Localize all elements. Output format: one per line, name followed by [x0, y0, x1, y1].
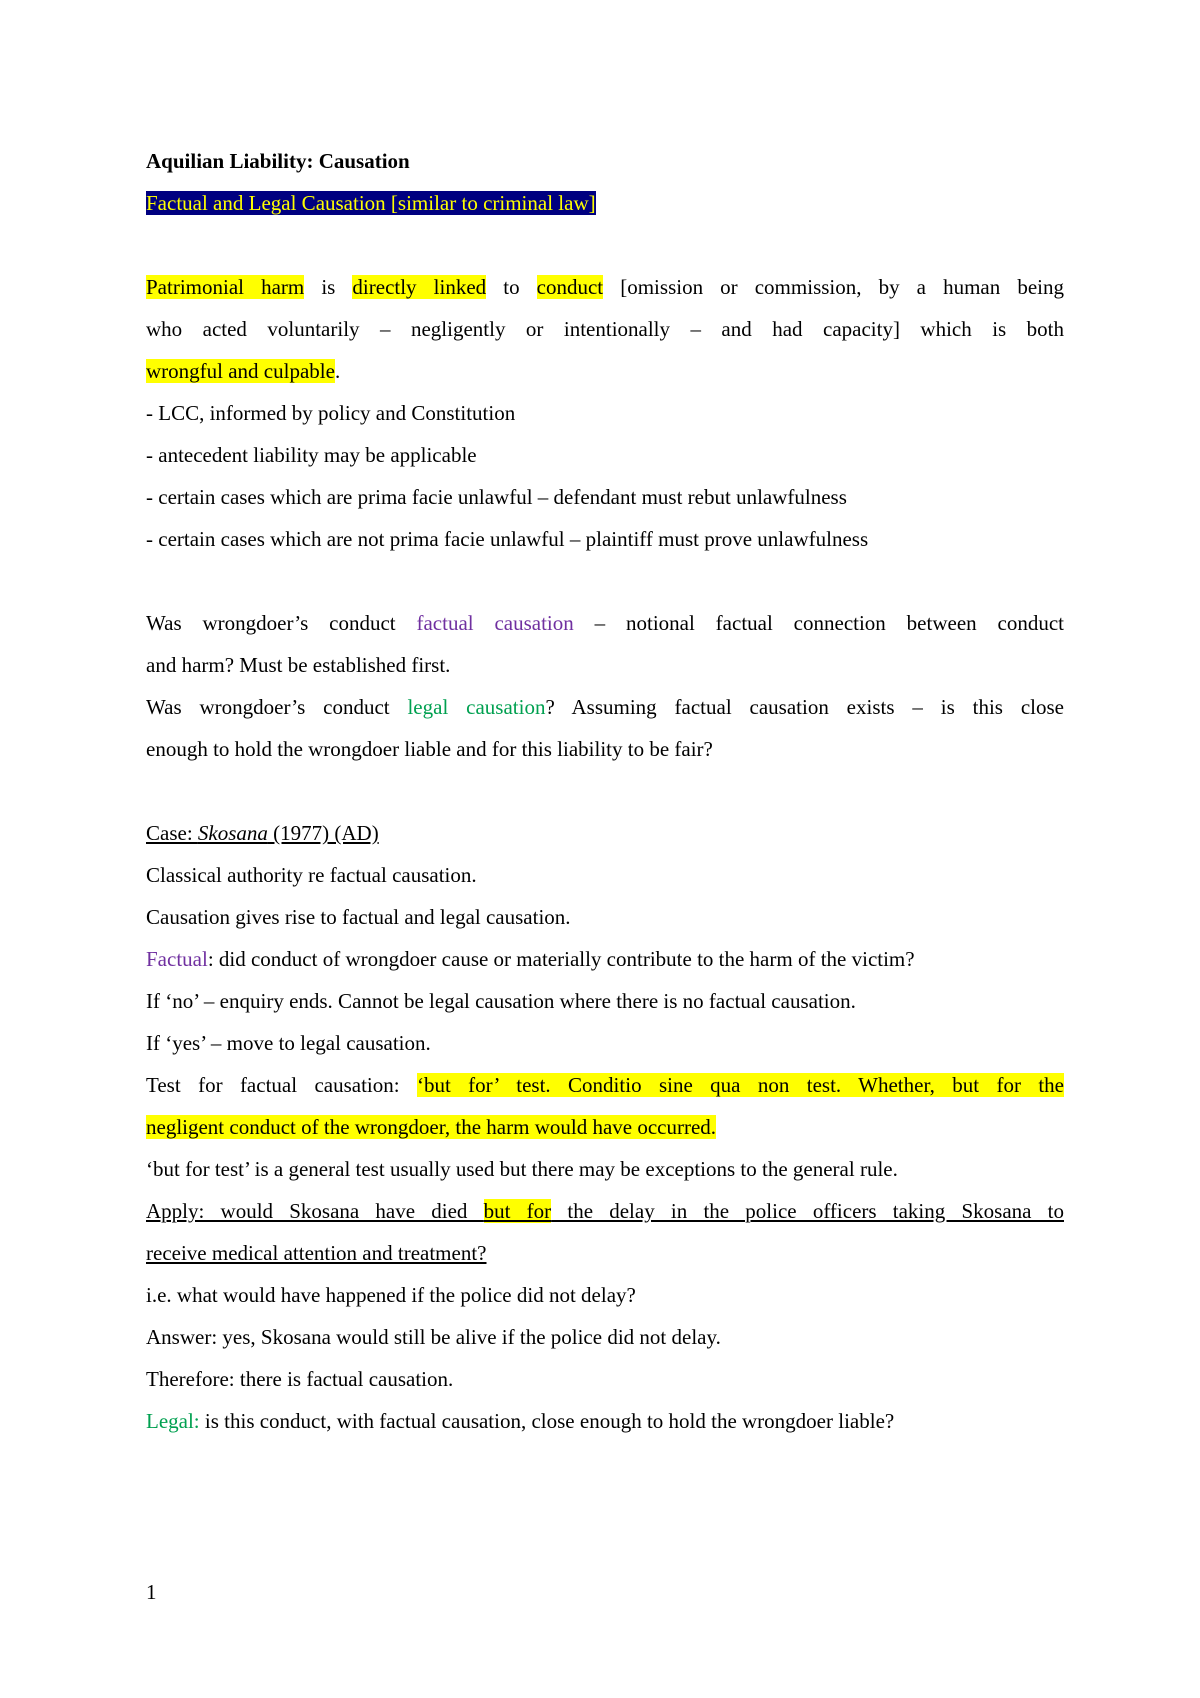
bullet-item: - antecedent liability may be applicable: [146, 443, 477, 467]
term-legal-causation: legal causation: [407, 695, 546, 719]
highlight-negligent-conduct: negligent conduct of the wrongdoer, the harm would have occurred.: [146, 1115, 717, 1139]
highlight-conduct: conduct: [536, 275, 604, 299]
case-line: If ‘no’ – enquiry ends. Cannot be legal causation where there is no factual causation.: [146, 989, 856, 1013]
text-run: ? Assuming factual causation exists – is this close: [545, 695, 1064, 719]
case-line: Answer: yes, Skosana would still be alive if the police did not delay.: [146, 1325, 721, 1349]
text-run: – notional factual connection between conduct: [573, 611, 1064, 635]
term-factual-causation: factual causation: [416, 611, 574, 635]
page-title: Aquilian Liability: Causation: [146, 149, 410, 173]
case-line: receive medical attention and treatment?: [146, 1241, 487, 1265]
bullet-item: - LCC, informed by policy and Constitution: [146, 401, 516, 425]
case-line: If ‘yes’ – move to legal causation.: [146, 1031, 431, 1055]
spacer: [146, 560, 1064, 602]
question-1-line-1: [146, 602, 1064, 644]
case-line: [146, 1400, 1064, 1442]
subtitle: Factual and Legal Causation [similar to criminal law]: [146, 191, 596, 215]
highlight-wrongful-culpable: wrongful and culpable: [146, 359, 335, 383]
text-run: Apply: would Skosana have died: [146, 1199, 484, 1223]
text-run: Was wrongdoer’s conduct: [146, 611, 417, 635]
case-line: Causation gives rise to factual and legal causation.: [146, 905, 571, 929]
text-run: .: [334, 359, 341, 383]
page-number: 1: [146, 1580, 157, 1604]
case-line: i.e. what would have happened if the police did not delay?: [146, 1283, 636, 1307]
intro-line-2: who acted voluntarily – negligently or intentionally – and had capacity] which is both: [146, 317, 1064, 341]
case-line: Classical authority re factual causation.: [146, 863, 477, 887]
subtitle-line: [146, 182, 1064, 224]
case-line: ‘but for test’ is a general test usually used but there may be exceptions to the general rule.: [146, 1157, 898, 1181]
text-run: is: [304, 275, 353, 299]
text-run: : did conduct of wrongdoer cause or materially contribute to the harm of the victim?: [207, 947, 915, 971]
intro-line-1: [146, 266, 1064, 308]
highlight-directly-linked: directly linked: [352, 275, 487, 299]
intro-line-3: [146, 350, 1064, 392]
text-run: to: [486, 275, 537, 299]
case-line: [146, 1190, 1064, 1232]
highlight-patrimonial-harm: Patrimonial harm: [146, 275, 305, 299]
case-heading: [146, 812, 1064, 854]
question-1-line-2: and harm? Must be established first.: [146, 653, 451, 677]
case-line: Therefore: there is factual causation.: [146, 1367, 454, 1391]
document-page: [146, 140, 1064, 1442]
bullet-item: - certain cases which are prima facie unlawful – defendant must rebut unlawfulness: [146, 485, 847, 509]
case-line: [146, 1064, 1064, 1106]
term-factual: Factual: [146, 947, 208, 971]
spacer: [146, 770, 1064, 812]
text-run: [omission or commission, by a human being: [603, 275, 1064, 299]
case-line: [146, 1106, 1064, 1148]
question-2-line-1: [146, 686, 1064, 728]
spacer: [146, 224, 1064, 266]
question-2-line-2: enough to hold the wrongdoer liable and for this liability to be fair?: [146, 737, 713, 761]
text-run: the delay in the police officers taking Skosana to: [551, 1199, 1064, 1223]
text-run: Was wrongdoer’s conduct: [146, 695, 408, 719]
text-run: Case:: [146, 821, 198, 845]
case-line: [146, 938, 1064, 980]
text-run: is this conduct, with factual causation, close enough to hold the wrongdoer liable?: [199, 1409, 895, 1433]
text-run: (1977) (AD): [267, 821, 379, 845]
text-run: Test for factual causation:: [146, 1073, 417, 1097]
bullet-item: - certain cases which are not prima facie unlawful – plaintiff must prove unlawfulness: [146, 527, 869, 551]
highlight-but-for: but for: [483, 1199, 552, 1223]
case-name: Skosana: [197, 821, 268, 845]
highlight-but-for-test: ‘but for’ test. Conditio sine qua non test. Whether, but for the: [416, 1073, 1064, 1097]
term-legal: Legal:: [146, 1409, 200, 1433]
